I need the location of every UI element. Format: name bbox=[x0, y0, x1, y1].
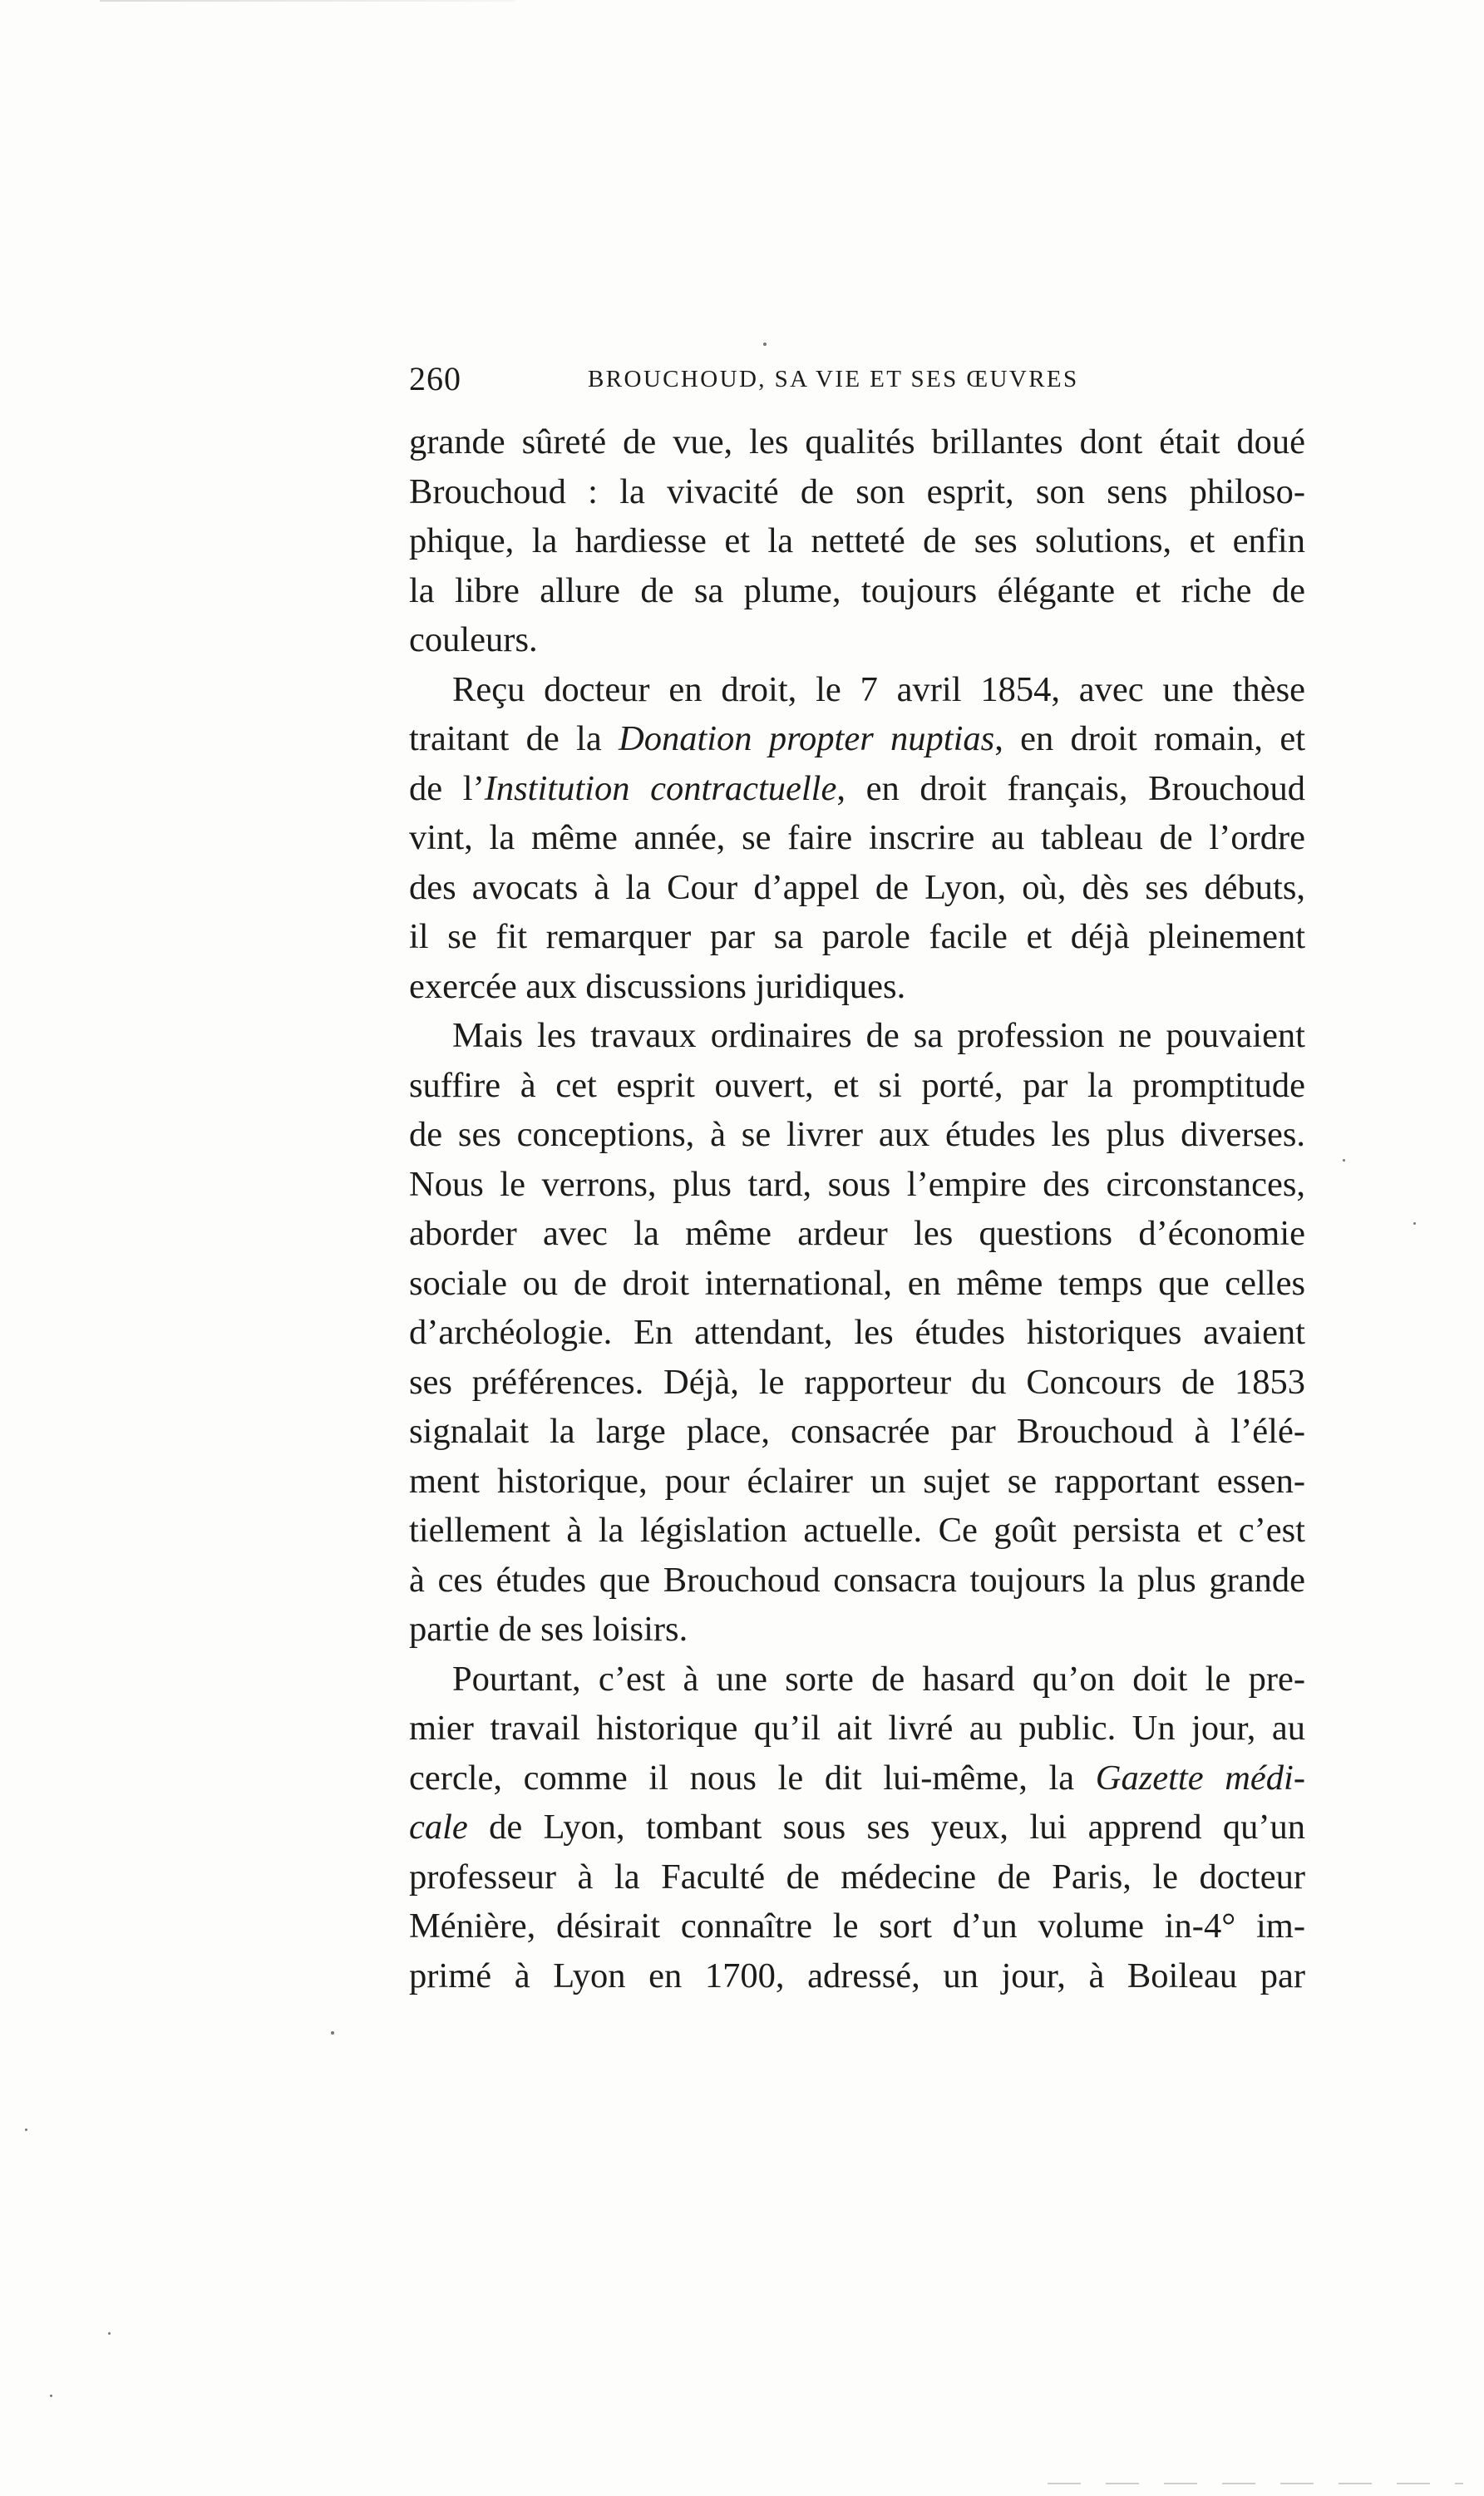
text-run: , en droit romain, et bbox=[994, 719, 1306, 758]
paragraph-2 bbox=[409, 665, 1305, 1012]
text-line: des avocats à la Cour d’appel de Lyon, où, dès ses débuts, bbox=[409, 867, 1305, 907]
text-line: aborder avec la même ardeur les questions d’économie bbox=[409, 1214, 1305, 1253]
running-head bbox=[409, 359, 1132, 409]
text-line: Ménière, désirait connaître le sort d’un volume in-4° im- bbox=[409, 1907, 1305, 1946]
text-line: sociale ou de droit international, en même temps que celles bbox=[409, 1263, 1305, 1303]
text-line: Pourtant, c’est à une sorte de hasard qu’on doit le pre- bbox=[452, 1659, 1305, 1699]
scan-speck bbox=[1413, 1222, 1416, 1225]
text-line bbox=[409, 764, 1305, 814]
text-line: ment historique, pour éclairer un sujet se rapportant essen- bbox=[409, 1461, 1305, 1501]
text-run: de Lyon, tombant sous ses yeux, lui apprend qu’un bbox=[467, 1808, 1305, 1847]
paragraph-4 bbox=[409, 1655, 1305, 2001]
text-line: à ces études que Brouchoud consacra toujours la plus grande bbox=[409, 1560, 1305, 1600]
text-line bbox=[409, 1754, 1305, 1803]
text-run: de l’ bbox=[409, 768, 485, 808]
text-line: exercée aux discussions juridiques. bbox=[409, 966, 906, 1006]
italic-title: Institution contractuelle bbox=[484, 768, 837, 808]
text-line: de ses conceptions, à se livrer aux études les plus diverses. bbox=[409, 1115, 1305, 1154]
text-line: suffire à cet esprit ouvert, et si porté, par la promptitude bbox=[409, 1065, 1305, 1105]
paragraph-3 bbox=[409, 1011, 1305, 1655]
scan-speck bbox=[108, 2332, 111, 2335]
text-line: Nous le verrons, plus tard, sous l’empire des circonstances, bbox=[409, 1164, 1305, 1204]
scan-speck bbox=[331, 2031, 334, 2035]
scan-edge-top bbox=[100, 0, 515, 2]
italic-title: cale bbox=[409, 1808, 468, 1847]
scan-speck bbox=[50, 2395, 52, 2397]
scan-speck bbox=[763, 343, 767, 346]
text-line: la libre allure de sa plume, toujours élégante et riche de bbox=[409, 570, 1305, 610]
text-line: primé à Lyon en 1700, adressé, un jour, à Boileau par bbox=[409, 1956, 1305, 1995]
scan-speck bbox=[25, 2129, 27, 2131]
text-line bbox=[409, 714, 1305, 764]
scan-edge-bottom bbox=[1048, 2483, 1463, 2484]
text-line: partie de ses loisirs. bbox=[409, 1610, 688, 1649]
text-line: phique, la hardiesse et la netteté de ses solutions, et enfin bbox=[409, 521, 1305, 560]
text-line: Brouchoud : la vivacité de son esprit, son sens philoso- bbox=[409, 471, 1305, 511]
text-line: grande sûreté de vue, les qualités brillantes dont était doué bbox=[409, 422, 1305, 461]
page-number: 260 bbox=[409, 360, 461, 397]
text-line: Mais les travaux ordinaires de sa profession ne pouvaient bbox=[452, 1016, 1305, 1055]
text-line bbox=[409, 1803, 1305, 1852]
text-run: traitant de la bbox=[409, 719, 619, 758]
scan-speck bbox=[1343, 1159, 1345, 1162]
text-line: signalait la large place, consacrée par Brouchoud à l’élé- bbox=[409, 1412, 1305, 1451]
text-line: il se fit remarquer par sa parole facile et déjà pleinement bbox=[409, 917, 1305, 956]
paragraph-1 bbox=[409, 417, 1305, 665]
text-line: d’archéologie. En attendant, les études historiques avaient bbox=[409, 1313, 1305, 1352]
text-line: mier travail historique qu’il ait livré au public. Un jour, au bbox=[409, 1709, 1305, 1748]
running-title: BROUCHOUD, SA VIE ET SES ŒUVRES bbox=[588, 366, 1079, 392]
text-line: Reçu docteur en droit, le 7 avril 1854, avec une thèse bbox=[452, 669, 1305, 709]
text-run: , en droit français, Brouchoud bbox=[836, 768, 1305, 808]
body-text bbox=[409, 417, 1305, 2000]
text-run: cercle, comme il nous le dit lui-même, la bbox=[409, 1758, 1096, 1798]
text-line: tiellement à la législation actuelle. Ce goût persista et c’est bbox=[409, 1511, 1305, 1550]
italic-title: Donation propter nuptias bbox=[619, 719, 995, 758]
text-line: vint, la même année, se faire inscrire au tableau de l’ordre bbox=[409, 818, 1305, 857]
text-line: ses préférences. Déjà, le rapporteur du Concours de 1853 bbox=[409, 1362, 1305, 1402]
italic-title: Gazette médi- bbox=[1095, 1758, 1306, 1798]
text-line: couleurs. bbox=[409, 620, 538, 659]
text-line: professeur à la Faculté de médecine de Paris, le docteur bbox=[409, 1857, 1305, 1897]
